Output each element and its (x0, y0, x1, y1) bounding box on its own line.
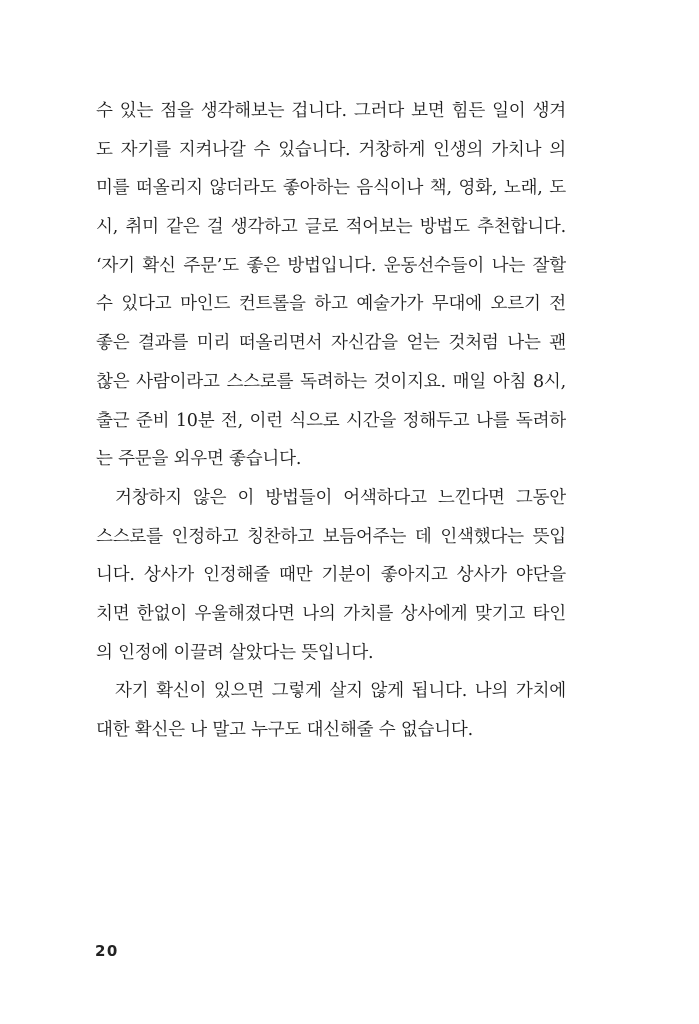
text-line: 수 있다고 마인드 컨트롤을 하고 예술가가 무대에 오르기 전 (96, 294, 566, 315)
text-line: 수 있는 점을 생각해보는 겁니다. 그러다 보면 힘든 일이 생겨 (96, 101, 566, 121)
text-line: ‘자기 확신 주문’도 좋은 방법입니다. 운동선수들이 나는 잘할 (96, 255, 566, 276)
text-line: 찮은 사람이라고 스스로를 독려하는 것이지요. 매일 아침 8시, (96, 371, 566, 392)
text-line: 도 자기를 지켜나갈 수 있습니다. 거창하게 인생의 가치나 의 (96, 139, 566, 160)
text-line: 는 주문을 외우면 좋습니다. (96, 449, 302, 470)
page-number: 20 (95, 942, 119, 960)
text-line: 니다. 상사가 인정해줄 때만 기분이 좋아지고 상사가 야단을 (96, 565, 566, 586)
text-line: 대한 확신은 나 말고 누구도 대신해줄 수 없습니다. (96, 720, 474, 740)
paragraph-first-line: 거창하지 않은 이 방법들이 어색하다고 느낀다면 그동안 (115, 487, 566, 508)
text-line: 시, 취미 같은 걸 생각하고 글로 적어보는 방법도 추천합니다. (96, 217, 566, 238)
text-line: 출근 준비 10분 전, 이런 식으로 시간을 정해두고 나를 독려하 (96, 410, 566, 431)
paragraph-first-line: 자기 확신이 있으면 그렇게 살지 않게 됩니다. 나의 가치에 (115, 681, 566, 702)
text-line: 좋은 결과를 미리 떠올리면서 자신감을 얻는 것처럼 나는 괜 (96, 333, 566, 354)
text-line: 의 인정에 이끌려 살았다는 뜻입니다. (96, 642, 374, 663)
text-line: 치면 한없이 우울해졌다면 나의 가치를 상사에게 맞기고 타인 (96, 603, 566, 624)
text-line: 스스로를 인정하고 칭찬하고 보듬어주는 데 인색했다는 뜻입 (96, 526, 566, 547)
text-line: 미를 떠올리지 않더라도 좋아하는 음식이나 책, 영화, 노래, 도 (96, 178, 566, 199)
body-text (96, 92, 566, 750)
